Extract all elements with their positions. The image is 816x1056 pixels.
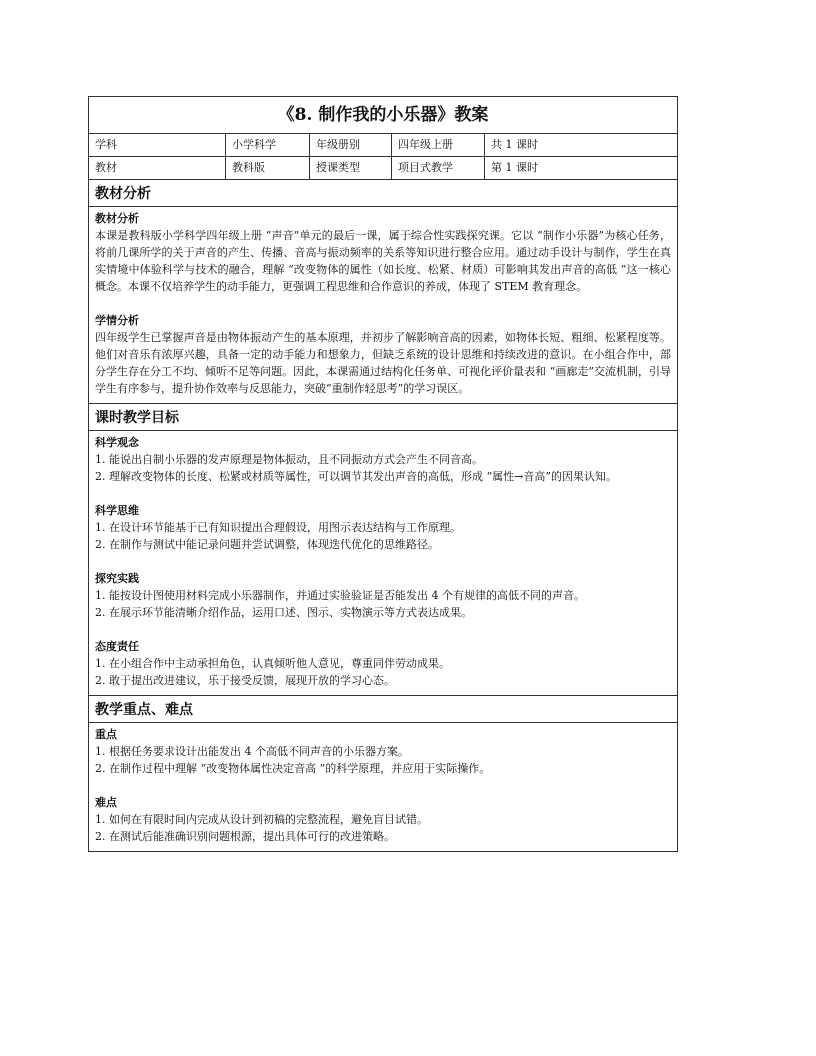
list-item: 1. 如何在有限时间内完成从设计到初稿的完整流程，避免盲目试错。 [95,813,428,826]
info-row-2 [89,157,677,180]
section-heading-objectives: 课时教学目标 [89,404,677,431]
section-body-key-points [89,723,677,851]
paragraph-learner-analysis: 四年级学生已掌握声音是由物体振动产生的基本原理，并初步了解影响音高的因素，如物体长短、粗细、松紧程度等。他们对音乐有浓厚兴趣，具备一定的动手能力和想象力，但缺乏系统的设计思维和持续改进的意识。在小组合作中，部分学生存在分工不均、倾听不足等问题。因此，本课需通过结构化任务单、可视化评价量表和 “画廊走”交流机制，引导学生有序参与，提升协作效率与反思能力，突破“重制作轻思考”的学习误区。 [95,331,671,395]
value-lesson-type: 项目式教学 [392,157,485,179]
label-lesson-type: 授课类型 [310,157,392,179]
subheading-scientific-concept: 科学观念 [95,436,139,449]
subheading-learner-analysis: 学情分析 [95,314,139,327]
subheading-inquiry-practice: 探究实践 [95,572,139,585]
value-period: 第 1 课时 [491,161,538,174]
section-body-analysis [89,207,677,404]
value-textbook: 教科版 [226,157,310,179]
list-item: 1. 能按设计图使用材料完成小乐器制作，并通过实验验证是否能发出 4 个有规律的高低不同的声音。 [95,589,585,602]
info-row-1 [89,134,677,157]
section-body-objectives [89,431,677,696]
document-title: 《8. 制作我的小乐器》教案 [89,97,677,134]
label-textbook: 教材 [89,157,226,179]
label-grade: 年级册别 [310,134,392,156]
list-item: 2. 敢于提出改进建议，乐于接受反馈，展现开放的学习心态。 [95,674,395,687]
value-subject: 小学科学 [226,134,310,156]
label-subject: 学科 [89,134,226,156]
value-grade: 四年级上册 [392,134,485,156]
value-total-periods: 共 1 课时 [491,138,538,151]
list-item: 2. 在测试后能准确识别问题根源，提出具体可行的改进策略。 [95,830,395,843]
list-item: 2. 在制作与测试中能记录问题并尝试调整，体现迭代优化的思维路径。 [95,538,439,551]
list-item: 1. 在小组合作中主动承担角色，认真倾听他人意见，尊重同伴劳动成果。 [95,657,450,670]
list-item: 2. 在展示环节能清晰介绍作品，运用口述、图示、实物演示等方式表达成果。 [95,606,472,619]
subheading-scientific-thinking: 科学思维 [95,504,139,517]
list-item: 2. 在制作过程中理解 “改变物体属性决定音高 ”的科学原理，并应用于实际操作。 [95,762,491,775]
subheading-textbook-analysis: 教材分析 [95,212,139,225]
subheading-difficulties: 难点 [95,796,117,809]
list-item: 1. 根据任务要求设计出能发出 4 个高低不同声音的小乐器方案。 [95,745,409,758]
list-item: 1. 在设计环节能基于已有知识提出合理假设，用图示表达结构与工作原理。 [95,521,461,534]
list-item: 2. 理解改变物体的长度、松紧或材质等属性，可以调节其发出声音的高低，形成 “属性→音高”的因果认知。 [95,470,617,483]
subheading-key-points: 重点 [95,728,117,741]
section-heading-key-points: 教学重点、难点 [89,696,677,723]
list-item: 1. 能说出自制小乐器的发声原理是物体振动，且不同振动方式会产生不同音高。 [95,453,483,466]
lesson-plan-table [88,96,678,852]
subheading-attitude-responsibility: 态度责任 [95,640,139,653]
section-heading-analysis: 教材分析 [89,180,677,207]
paragraph-textbook-analysis: 本课是教科版小学科学四年级上册 “声音”单元的最后一课，属于综合性实践探究课。它以 “制作小乐器”为核心任务，将前几课所学的关于声音的产生、传播、音高与振动频率的关系等知识进行整合应用。通过动手设计与制作，学生在真实情境中体验科学与技术的融合，理解 “改变物体的属性（如长度、松紧、材质）可影响其发出声音的高低 ”这一核心概念。本课不仅培养学生的动手能力，更强调工程思维和合作意识的养成，体现了 STEM 教育理念。 [95,229,671,293]
